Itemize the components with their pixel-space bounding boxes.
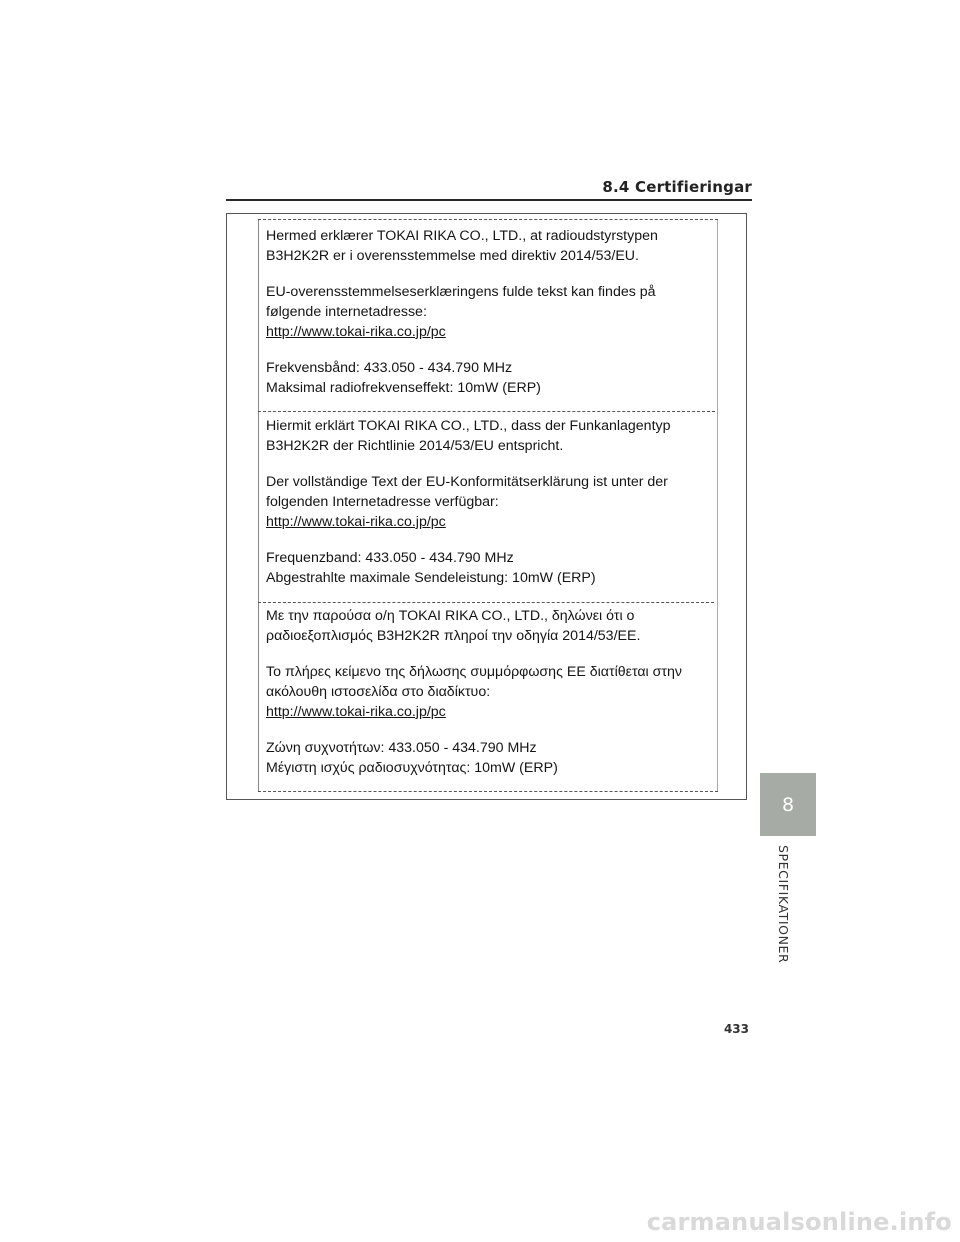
text-line: Hermed erklærer TOKAI RIKA CO., LTD., at radioudstyrstypen: [266, 228, 658, 244]
text-line: folgenden Internetadresse verfügbar:: [266, 494, 499, 510]
declaration-paragraph: [266, 282, 716, 342]
chapter-number: 8: [781, 793, 795, 816]
text-line: Με την παρούσα ο/η TOKAI RIKA CO., LTD., δηλώνει ότι ο: [266, 608, 635, 624]
declaration-link[interactable]: http://www.tokai-rika.co.jp/pc: [266, 704, 446, 720]
text-line: EU-overensstemmelseserklæringens fulde tekst kan findes på: [266, 284, 656, 300]
declaration-link[interactable]: http://www.tokai-rika.co.jp/pc: [266, 514, 446, 530]
text-line: Abgestrahlte maximale Sendeleistung: 10mW (ERP): [266, 570, 596, 586]
declaration-paragraph: [266, 358, 716, 398]
scan-rule-2: [258, 602, 714, 603]
text-line: Frequenzband: 433.050 - 434.790 MHz: [266, 550, 514, 566]
declaration-paragraph: [266, 416, 716, 456]
chapter-tab: [760, 773, 816, 836]
declaration-paragraph: [266, 606, 716, 646]
declaration-paragraph: [266, 662, 716, 722]
text-line: ακόλουθη ιστοσελίδα στο διαδίκτυο:: [266, 684, 491, 700]
scan-rule-top: [258, 219, 718, 220]
declaration-link[interactable]: http://www.tokai-rika.co.jp/pc: [266, 324, 446, 340]
page-number: 433: [723, 1022, 749, 1036]
declaration-paragraph: [266, 472, 716, 532]
declaration-paragraph: [266, 548, 716, 588]
text-line: Maksimal radiofrekvenseffekt: 10mW (ERP): [266, 380, 541, 396]
text-line: Frekvensbånd: 433.050 - 434.790 MHz: [266, 360, 513, 376]
text-line: Μέγιστη ισχύς ραδιοσυχνότητας: 10mW (ERP): [266, 760, 558, 776]
watermark: carmanualsonline.info: [646, 1208, 952, 1236]
text-line: B3H2K2R der Richtlinie 2014/53/EU entspricht.: [266, 438, 564, 454]
text-line: B3H2K2R er i overensstemmelse med direktiv 2014/53/EU.: [266, 248, 639, 264]
section-title: 8.4 Certifieringar: [602, 178, 752, 196]
text-line: følgende internetadresse:: [266, 304, 427, 320]
scan-rule-1: [258, 411, 715, 412]
text-line: Der vollständige Text der EU-Konformitätserklärung ist unter der: [266, 474, 668, 490]
declaration-greek: [266, 606, 716, 778]
text-line: Ζώνη συχνοτήτων: 433.050 - 434.790 MHz: [266, 740, 537, 756]
chapter-name: SPECIFIKATIONER: [776, 845, 791, 964]
header-rule: [226, 199, 752, 201]
text-line: ραδιοεξοπλισμός B3H2K2R πληροί την οδηγία 2014/53/ΕΕ.: [266, 628, 641, 644]
scan-rule-bottom: [258, 791, 718, 792]
declaration-paragraph: [266, 226, 716, 266]
text-line: Hiermit erklärt TOKAI RIKA CO., LTD., dass der Funkanlagentyp: [266, 418, 671, 434]
text-line: Το πλήρες κείμενο της δήλωσης συμμόρφωσης ΕΕ διατίθεται στην: [266, 664, 682, 680]
declaration-german: [266, 416, 716, 588]
declaration-danish: [266, 226, 716, 398]
declaration-paragraph: [266, 738, 716, 778]
